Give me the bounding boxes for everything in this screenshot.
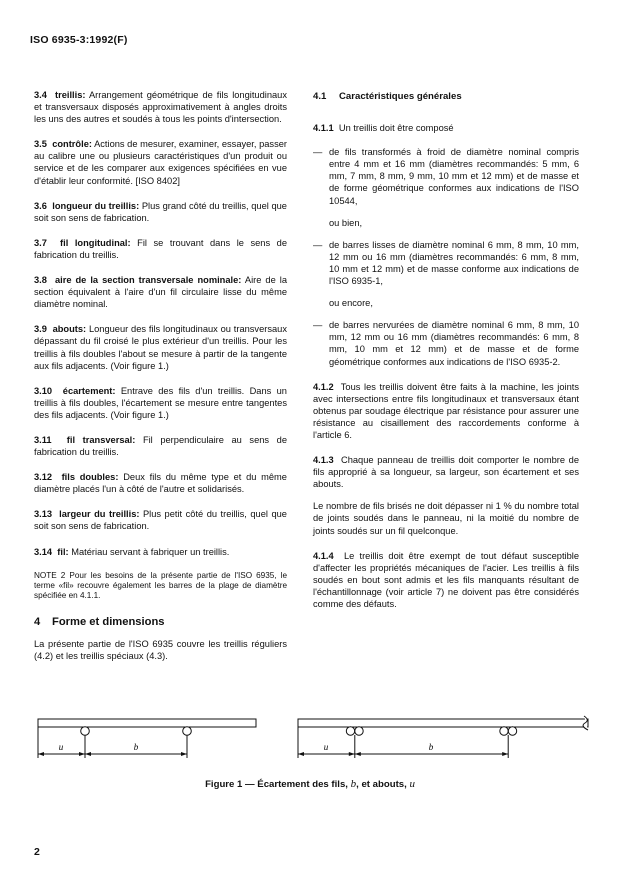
def-text: Aire de la section équivalent à l'aire d'un fil circulaire lisse du même diamètre nominal. (34, 275, 287, 310)
def-term: longueur du treillis: (52, 200, 140, 211)
section-4-heading (34, 616, 287, 628)
clause-text: Un treillis doit être composé (338, 123, 454, 134)
def-text: Arrangement géométrique de fils longitudinaux et transversaux disposés approximativement à angles droits les uns des autres et soudés à tous les points d'intersection. (34, 90, 287, 125)
def-num: 3.13 (34, 509, 53, 520)
subsection-number: 4.1 (313, 91, 327, 102)
transverse-wire (81, 727, 90, 736)
def-term: treillis: (54, 90, 86, 100)
subsection-title: Caractéristiques générales (339, 91, 462, 102)
dash-marker: — (313, 320, 323, 331)
clause-4-1-3 (313, 454, 579, 490)
clause-4-1-1 (313, 122, 579, 134)
caption-u: u (409, 778, 415, 790)
definition-3-8 (34, 274, 287, 310)
def-term: contrôle: (52, 139, 92, 150)
def-text: Entrave des fils d'un treillis. Dans un treillis à fils doubles, l'écartement se mesure entre tangentes des fils adjacents. (Voir figure 1.) (34, 385, 287, 420)
definition-3-5 (34, 138, 287, 186)
clause-4-1-2 (313, 381, 579, 441)
def-num: 3.10 (34, 385, 53, 396)
def-num: 3.9 (34, 324, 47, 335)
label-u: u (58, 742, 64, 752)
definition-3-11 (34, 434, 287, 458)
def-term: aire de la section transversale nominale: (54, 275, 242, 286)
clause-num: 4.1.3 (313, 455, 334, 466)
note-2: NOTE 2 Pour les besoins de la présente partie de l'ISO 6935, le terme «fil» recouvre également les barres de la plage de diamètre spécifiée en 4.1.1. (34, 570, 287, 601)
list-item-text: de barres nervurées de diamètre nominal 6 mm, 8 mm, 10 mm, 12 mm ou 16 mm (diamètres recommandés: 6 mm, 8 mm, 10 mm et 12 mm) et de masse et de forme géométrique conformes aux indications de l'ISO 6935-2. (329, 320, 579, 367)
subsection-4-1-heading (313, 91, 579, 103)
def-text: Fil perpendiculaire au sens de fabrication du treillis. (34, 434, 287, 458)
def-text: Fil se trouvant dans le sens de fabrication du treillis. (34, 237, 287, 260)
def-text: Deux fils du même type et du même diamètre placés l'un à côté de l'autre et solidarisés. (34, 472, 287, 495)
list-item-text: de fils transformés à froid de diamètre nominal compris entre 4 mm et 16 mm (diamètres recommandés: 5 mm, 6 mm, 7 mm, 8 mm, 9 mm, 10 mm et 12 mm) et de masse et de forme géométrique conformes aux indications de l'ISO 10544, (329, 147, 579, 206)
label-b: b (133, 742, 139, 752)
definition-3-6 (34, 200, 287, 224)
page-header: ISO 6935-3:1992(F) (30, 34, 128, 46)
double-wire-bar (298, 719, 588, 727)
clause-text: Chaque panneau de treillis doit comporter le nombre de fils approprié à sa longueur, sa largeur, son écartement et ses abouts. (313, 455, 579, 490)
section-title: Forme et dimensions (52, 615, 165, 628)
right-column (313, 91, 579, 610)
definition-3-14 (34, 546, 287, 558)
list-item (313, 239, 579, 287)
label-b: b (428, 742, 434, 752)
clause-text: Le treillis doit être exempt de tout défaut susceptible d'affecter les propriétés mécaniques de l'acier. Les treillis à fils soudés en bout sont admis et les fils manquants résultant de l'échantillonnage (voir article 7) ne doivent pas être considérés comme des défauts. (313, 550, 580, 609)
def-num: 3.12 (34, 472, 53, 483)
definition-3-13 (34, 508, 287, 532)
def-term: écartement: (62, 385, 116, 396)
figure-1-drawing (0, 710, 620, 772)
clause-text: Tous les treillis doivent être faits à la machine, les joints avec intersections entre fils longitudinaux et transversaux étant obtenus par soudage électrique par résistance pour assurer une résistance au cisaillement des raccordements conforme à l'article 6. (313, 381, 579, 440)
section-number: 4 (34, 615, 41, 628)
definition-3-10 (34, 385, 287, 421)
def-term: largeur du treillis: (59, 509, 140, 520)
def-num: 3.7 (34, 237, 47, 248)
double-transverse-wire (355, 727, 363, 735)
definition-3-7 (34, 237, 287, 261)
def-num: 3.8 (34, 275, 47, 286)
double-transverse-wire (346, 727, 354, 735)
def-num: 3.5 (34, 139, 47, 150)
connector-ou-encore: ou encore, (329, 298, 373, 309)
caption-mid: , et abouts, (356, 779, 410, 790)
double-transverse-wire (500, 727, 508, 735)
definition-3-4 (34, 89, 287, 125)
list-item-text: de barres lisses de diamètre nominal 6 mm, 8 mm, 10 mm, 12 mm ou 16 mm (diamètres recommandés: 6 mm, 8 mm, 10 mm et 12 mm) et de masse conforme aux indications de l'ISO 6935-1, (329, 239, 579, 287)
caption-b: b (350, 778, 357, 790)
def-term: fil: (57, 546, 69, 557)
break-mark (583, 716, 588, 730)
connector-ou-bien: ou bien, (329, 217, 363, 228)
clause-4-1-3-b: Le nombre de fils brisés ne doit dépasser ni 1 % du nombre total de joints soudés dans le panneau, ni la moitié du nombre de joints soudés sur un fil quelconque. (313, 501, 579, 536)
def-num: 3.11 (34, 434, 52, 445)
def-text: Longueur des fils longitudinaux ou transversaux dépassant du fil croisé le plus extérieur d'un treillis. Pour les treillis à fils doubles l'about se mesure à partir de la tangente aux fils adjacents. (Voir figure 1.) (34, 324, 287, 371)
dash-marker: — (313, 239, 323, 250)
def-num: 3.6 (34, 200, 47, 211)
label-u: u (323, 742, 329, 752)
clause-num: 4.1.4 (313, 550, 334, 561)
def-text: Plus grand côté du treillis, quel que soit son sens de fabrication. (34, 200, 287, 223)
section-4-text: La présente partie de l'ISO 6935 couvre les treillis réguliers (4.2) et les treillis spéciaux (4.3). (34, 638, 287, 662)
figure-caption (0, 778, 620, 790)
def-term: fils doubles: (61, 472, 119, 483)
page-number: 2 (34, 846, 40, 858)
def-text: Matériau servant à fabriquer un treillis. (71, 546, 230, 557)
def-text: Plus petit côté du treillis, quel que soit son sens de fabrication. (34, 509, 287, 532)
double-transverse-wire (508, 727, 516, 735)
def-term: abouts: (52, 324, 87, 335)
single-wire-bar (38, 719, 256, 727)
dash-marker: — (313, 147, 323, 158)
clause-num: 4.1.1 (313, 123, 334, 134)
definition-3-9 (34, 323, 287, 371)
def-term: fil transversal: (66, 434, 136, 445)
left-column (34, 89, 287, 662)
caption-main: Figure 1 — Écartement des fils, (205, 779, 351, 790)
def-term: fil longitudinal: (60, 237, 131, 248)
def-num: 3.14 (34, 546, 53, 557)
list-item (313, 319, 579, 367)
clause-4-1-4 (313, 550, 579, 610)
clause-num: 4.1.2 (313, 381, 334, 392)
transverse-wire (183, 727, 192, 736)
def-text: Actions de mesurer, examiner, essayer, passer au calibre une ou plusieurs caractéristiques d'un produit ou service et de les comparer aux exigences spécifiées en vue d'établir leur conformité. [ISO 8402] (34, 139, 287, 186)
def-num: 3.4 (34, 90, 47, 100)
definition-3-12 (34, 471, 287, 495)
list-item (313, 146, 579, 206)
